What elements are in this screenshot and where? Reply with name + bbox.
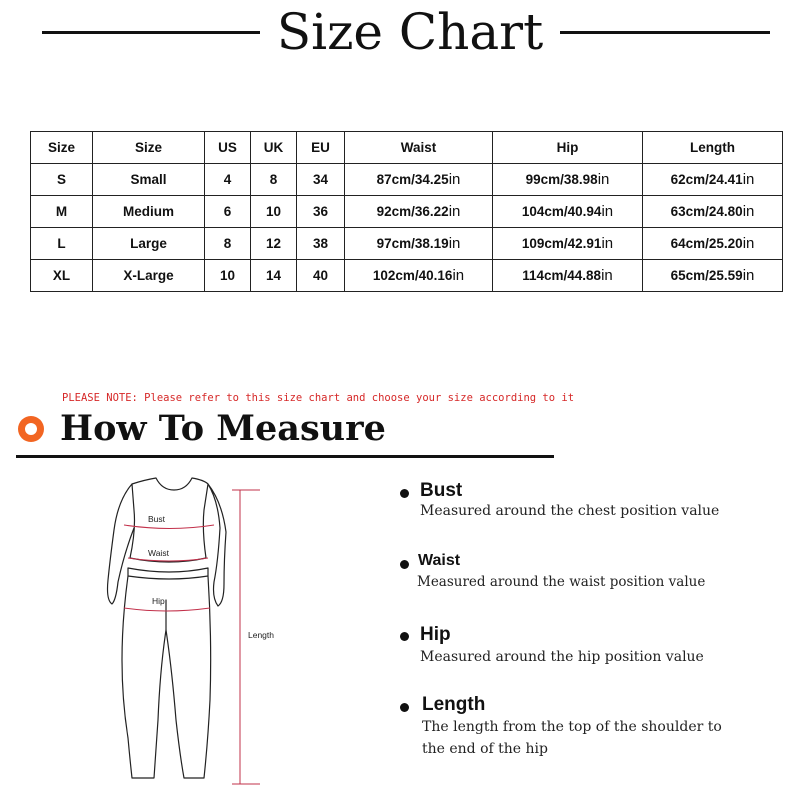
cell-value: 102cm/40.16 <box>372 268 453 283</box>
table-cell <box>493 196 643 228</box>
measure-figure <box>100 470 300 800</box>
table-cell <box>643 164 783 196</box>
how-to-measure-title: How To Measure <box>60 408 386 449</box>
header-cell: Length <box>643 132 783 164</box>
page-title: Size Chart <box>276 3 544 61</box>
unit-label: in <box>742 171 755 188</box>
figure-label-length: Length <box>248 630 274 640</box>
table-cell: S <box>31 164 93 196</box>
table-header-row <box>31 132 783 164</box>
table-cell: 36 <box>297 196 345 228</box>
title-bar <box>0 0 800 64</box>
table-cell: Small <box>93 164 205 196</box>
table-cell: 4 <box>205 164 251 196</box>
item-heading: Hip <box>420 624 451 645</box>
table-cell <box>493 260 643 292</box>
header-cell: UK <box>251 132 297 164</box>
table-cell: 8 <box>205 228 251 260</box>
table-cell: 6 <box>205 196 251 228</box>
table-cell: M <box>31 196 93 228</box>
table-cell <box>345 164 493 196</box>
table-cell <box>345 228 493 260</box>
unit-label: in <box>597 171 610 188</box>
unit-label: in <box>601 203 614 220</box>
cell-value: 109cm/42.91 <box>521 236 602 251</box>
table-cell: X-Large <box>93 260 205 292</box>
header-cell: US <box>205 132 251 164</box>
table-cell: 12 <box>251 228 297 260</box>
table-cell <box>643 196 783 228</box>
table-cell: XL <box>31 260 93 292</box>
unit-label: in <box>742 203 755 220</box>
unit-label: in <box>452 267 465 284</box>
cell-value: 114cm/44.88 <box>522 268 602 283</box>
bullet-icon <box>400 489 409 498</box>
figure-label-waist: Waist <box>148 548 169 558</box>
table-cell <box>643 260 783 292</box>
unit-label: in <box>448 203 461 220</box>
table-cell: 8 <box>251 164 297 196</box>
item-description: Measured around the waist position value <box>417 574 706 590</box>
item-heading: Length <box>422 694 486 715</box>
table-row <box>31 196 783 228</box>
header-cell: Waist <box>345 132 493 164</box>
table-cell <box>493 164 643 196</box>
circle-bullet-icon <box>18 416 44 442</box>
table-row <box>31 260 783 292</box>
header-cell: Size <box>93 132 205 164</box>
figure-label-hip: Hip <box>152 596 165 606</box>
header-cell: Size <box>31 132 93 164</box>
unit-label: in <box>601 267 613 284</box>
unit-label: in <box>448 171 461 188</box>
cell-value: 97cm/38.19 <box>376 236 449 251</box>
table-cell: 10 <box>251 196 297 228</box>
bullet-icon <box>400 703 409 712</box>
table-cell: 40 <box>297 260 345 292</box>
table-cell: Medium <box>93 196 205 228</box>
header-cell: EU <box>297 132 345 164</box>
table-cell: 14 <box>251 260 297 292</box>
unit-label: in <box>601 235 614 252</box>
title-rule-right <box>560 31 770 34</box>
item-description: the end of the hip <box>422 741 548 757</box>
cell-value: 87cm/34.25 <box>376 172 449 187</box>
cell-value: 99cm/38.98 <box>525 172 598 187</box>
figure-label-bust: Bust <box>148 514 166 524</box>
table-cell: 10 <box>205 260 251 292</box>
cell-value: 64cm/25.20 <box>670 236 743 251</box>
bullet-icon <box>400 560 409 569</box>
cell-value: 104cm/40.94 <box>521 204 602 219</box>
item-heading: Bust <box>420 480 463 501</box>
table-cell <box>345 196 493 228</box>
item-description: Measured around the chest position value <box>420 503 720 519</box>
header-cell: Hip <box>493 132 643 164</box>
cell-value: 62cm/24.41 <box>670 172 743 187</box>
bullet-icon <box>400 632 409 641</box>
table-row <box>31 164 783 196</box>
table-cell <box>643 228 783 260</box>
size-table <box>30 131 783 292</box>
table-cell: Large <box>93 228 205 260</box>
item-description: Measured around the hip position value <box>420 649 704 665</box>
item-heading: Waist <box>418 552 461 569</box>
table-row <box>31 228 783 260</box>
title-rule-left <box>42 31 260 34</box>
size-note: PLEASE NOTE: Please refer to this size chart and choose your size according to it <box>62 392 575 404</box>
table-cell: 34 <box>297 164 345 196</box>
cell-value: 65cm/25.59 <box>670 268 743 283</box>
table-cell <box>345 260 493 292</box>
item-description: The length from the top of the shoulder to <box>422 719 722 735</box>
unit-label: in <box>742 267 755 284</box>
unit-label: in <box>448 235 461 252</box>
table-cell: 38 <box>297 228 345 260</box>
cell-value: 63cm/24.80 <box>670 204 743 219</box>
cell-value: 92cm/36.22 <box>376 204 449 219</box>
table-cell <box>493 228 643 260</box>
unit-label: in <box>742 235 755 252</box>
table-cell: L <box>31 228 93 260</box>
section-rule <box>16 455 554 458</box>
